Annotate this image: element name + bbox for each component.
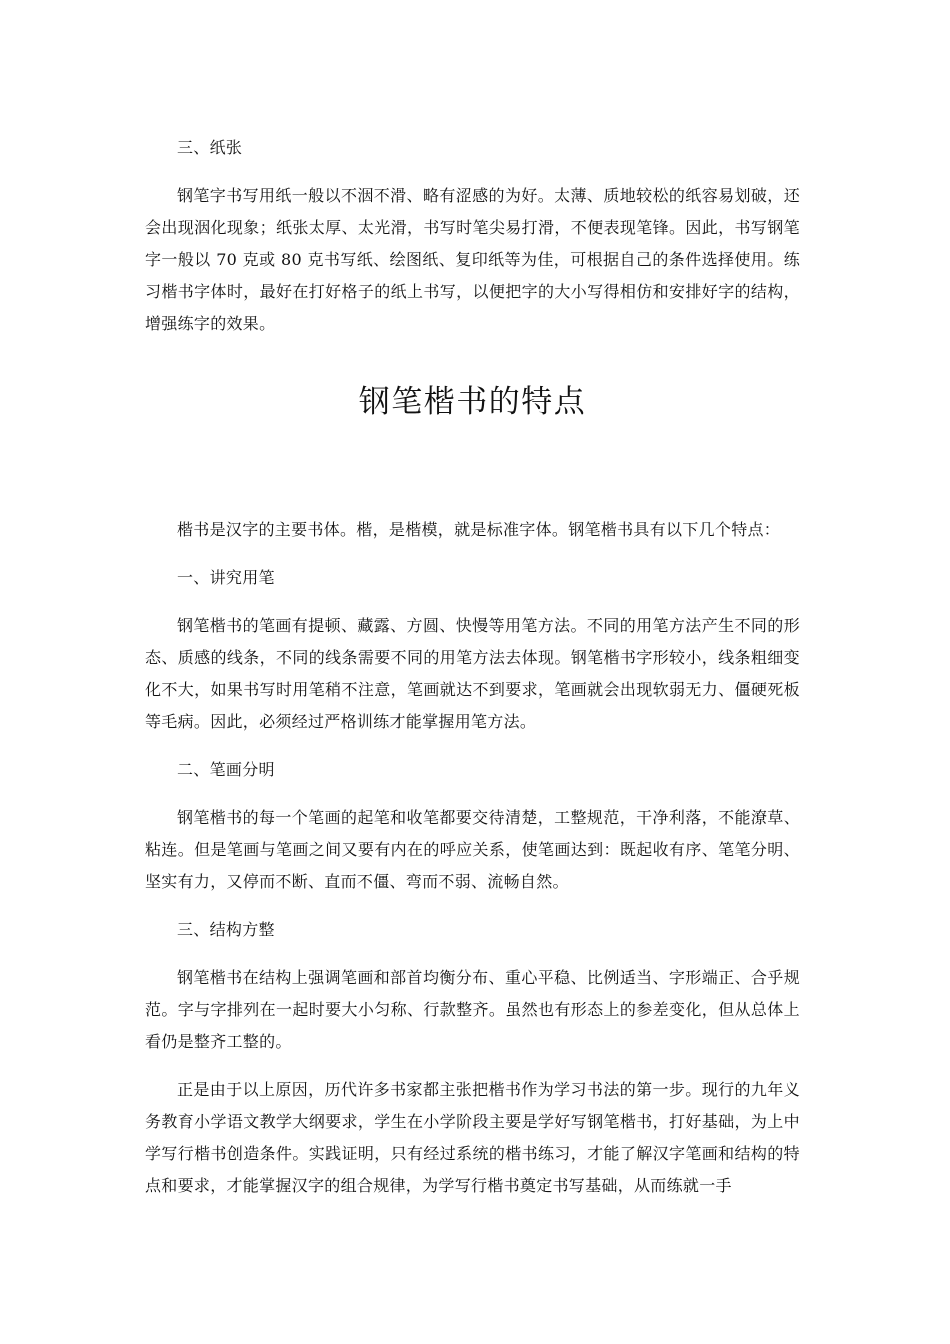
intro-paragraph: 楷书是汉字的主要书体。楷，是楷模，就是标准字体。钢笔楷书具有以下几个特点： [177,520,781,539]
document-body [145,132,800,1218]
paragraph-paper: 钢笔字书写用纸一般以不洇不滑、略有涩感的为好。太薄、质地较松的纸容易划破，还会出现洇化现象；纸张太厚、太光滑，书写时笔尖易打滑，不便表现笔锋。因此，书写钢笔字一般以 70 克或 80 克书写纸、绘图纸、复印纸等为佳，可根据自己的条件选择使用。练习楷书字体时，最好在打好格子的纸上书写，以便把字的大小写得相仿和安排好字的结构，增强练字的效果。 [145,186,800,333]
document-title: 钢笔楷书的特点 [358,384,587,420]
section-heading-brushwork: 一、讲究用笔 [177,568,275,587]
paragraph-strokes: 钢笔楷书的每一个笔画的起笔和收笔都要交待清楚，工整规范，干净利落，不能潦草、粘连。但是笔画与笔画之间又要有内在的呼应关系，使笔画达到：既起收有序、笔笔分明、坚实有力，又停而不断、直而不僵、弯而不弱、流畅自然。 [145,808,800,891]
paragraph-structure: 钢笔楷书在结构上强调笔画和部首均衡分布、重心平稳、比例适当、字形端正、合乎规范。字与字排列在一起时要大小匀称、行款整齐。虽然也有形态上的参差变化，但从总体上看仍是整齐工整的。 [145,968,800,1051]
conclusion-paragraph: 正是由于以上原因，历代许多书家都主张把楷书作为学习书法的第一步。现行的九年义务教育小学语文教学大纲要求，学生在小学阶段主要是学好写钢笔楷书，打好基础，为上中学写行楷书创造条件。实践证明，只有经过系统的楷书练习，才能了解汉字笔画和结构的特点和要求，才能掌握汉字的组合规律，为学写行楷书奠定书写基础，从而练就一手 [145,1080,800,1195]
section-heading-structure: 三、结构方整 [177,920,275,939]
section-heading-strokes: 二、笔画分明 [177,760,275,779]
section-heading-paper: 三、纸张 [177,138,243,157]
paragraph-brushwork: 钢笔楷书的笔画有提顿、藏露、方圆、快慢等用笔方法。不同的用笔方法产生不同的形态、质感的线条，不同的线条需要不同的用笔方法去体现。钢笔楷书字形较小，线条粗细变化不大，如果书写时用笔稍不注意，笔画就达不到要求，笔画就会出现软弱无力、僵硬死板等毛病。因此，必须经过严格训练才能掌握用笔方法。 [145,616,800,731]
